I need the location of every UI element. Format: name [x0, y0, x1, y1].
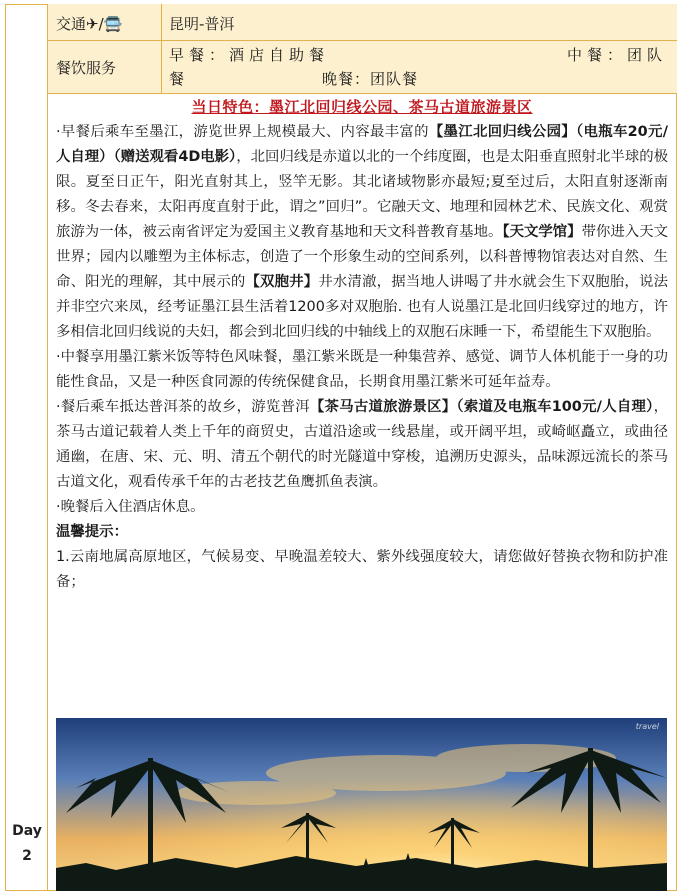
meals-row: [48, 41, 677, 94]
highlight-astronomy-hall: 【天文学馆】: [502, 224, 582, 240]
transport-route: 昆明-普洱: [169, 15, 235, 33]
paragraph-dinner: ·晚餐后入住酒店休息。: [56, 499, 205, 515]
highlight-park: 【墨江北回归线公园】（电瓶车20元/人自理）（赠送观看4D电影）: [56, 124, 668, 165]
meals-line-2: [169, 68, 667, 89]
day-description: [56, 95, 668, 595]
meals-line-1: [169, 44, 667, 65]
day-column: [5, 4, 48, 891]
transport-label: 交通✈/🚍: [56, 15, 123, 33]
lunch-text: 中餐：团队: [566, 46, 667, 64]
photo-watermark: travel: [635, 722, 659, 731]
meals-label: 餐饮服务: [56, 59, 117, 77]
tips-title: 温馨提示：: [56, 524, 128, 540]
transport-row: [48, 4, 677, 41]
tips-item-1: 1.云南地属高原地区，气候易变、早晚温差较大、紫外线强度较大，请您做好替换衣物和防护准备；: [56, 549, 668, 590]
highlight-twin-well: 【双胞井】: [245, 274, 319, 290]
lunch-cont-text: 餐: [169, 70, 185, 88]
feature-title: 当日特色：墨江北回归线公园、茶马古道旅游景区: [191, 98, 533, 116]
day-label: Day2: [12, 823, 42, 864]
paragraph-tea-horse-road: ·餐后乘车抵达普洱茶的故乡，游览普洱【茶马古道旅游景区】（索道及电瓶车100元/人自理），茶马古道记载着人类上千年的商贸史，古道沿途或一线悬崖，或开阔平坦，或崎岖矗立，或曲径通幽，在唐、宋、元、明、清五个朝代的时光隧道中穿梭，追溯历史源头，品味源远流长的茶马古道文化，观看传承千年的古老技艺鱼鹰抓鱼表演。: [56, 399, 669, 490]
highlight-tea-horse-road: 【茶马古道旅游景区】（索道及电瓶车100元/人自理）: [309, 399, 654, 415]
paragraph-beijiang-park: ·早餐后乘车至墨江，游览世界上规模最大、内容最丰富的【墨江北回归线公园】（电瓶车20元/人自理）（赠送观看4D电影），北回归线是赤道以北的一个纬度圈，也是太阳垂直照射北半球的极限。夏至日正午，阳光直射其上，竖竿无影。其北诸域物影亦最短;夏至过后，太阳直射逐渐南移。冬去春来，太阳再度直射于此，谓之”回归”。它融天文、地理和园林艺术、民族文化、观赏旅游为一体，被云南省评定为爱国主义教育基地和天文科普教育基地。【天文学馆】带你进入天文世界；园内以雕塑为主体标志，创造了一个形象生动的空间系列，以科普博物馆表达对自然、生命、阳光的理解，其中展示的【双胞井】井水清澈，据当地人讲喝了井水就会生下双胞胎，说法并非空穴来凤，经考证墨江县生活着1200多对双胞胎. 也有人说墨江是北回归线穿过的地方，许多相信北回归线说的夫妇，都会到北回归线的中轴线上的双胞石床睡一下，希望能生下双胞胎。: [56, 124, 668, 340]
sunset-palm-photo: [56, 718, 667, 891]
photo-graphic: [56, 718, 667, 891]
dinner-text: 晚餐：团队餐: [322, 70, 419, 88]
paragraph-lunch: ·中餐享用墨江紫米饭等特色风味餐，墨江紫米既是一种集营养、感觉、调节人体机能于一身的功能性食品，又是一种医食同源的传统保健食品，长期食用墨江紫米可延年益寿。: [56, 349, 668, 390]
breakfast-text: 早餐：酒店自助餐: [169, 46, 330, 64]
